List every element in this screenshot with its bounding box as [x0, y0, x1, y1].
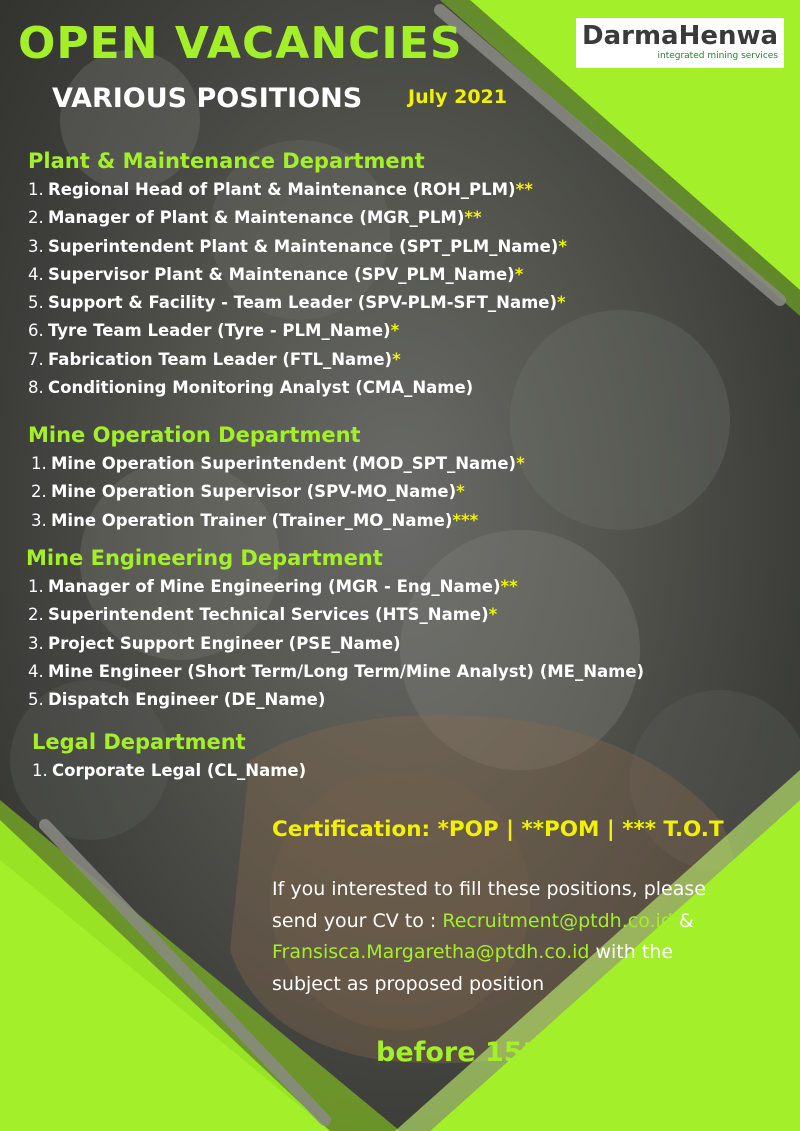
page-title: OPEN VACANCIES — [18, 18, 463, 69]
position-item — [28, 204, 567, 232]
position-item — [28, 573, 644, 601]
position-number: 1. — [28, 180, 44, 199]
certification-mark: ** — [515, 180, 533, 199]
position-number: 3. — [31, 510, 47, 530]
position-item — [28, 261, 567, 289]
position-number: 7. — [28, 349, 44, 369]
position-title: Mine Operation Supervisor (SPV-MO_Name) — [51, 482, 457, 502]
position-number: 5. — [28, 293, 44, 313]
instructions-with-the: with the — [589, 941, 674, 963]
position-item — [28, 658, 644, 686]
position-title: Manager of Mine Engineering (MGR - Eng_Name) — [48, 577, 501, 596]
position-number: 3. — [28, 633, 44, 653]
position-item — [31, 507, 525, 535]
position-title: Fabrication Team Leader (FTL_Name) — [48, 349, 393, 369]
logo-name-part2: Henwa — [678, 21, 779, 51]
instructions-line-1: If you interested to fill these positions, please — [272, 878, 706, 900]
position-number: 4. — [28, 264, 44, 284]
department-plant-maintenance — [28, 148, 567, 402]
department-title: Plant & Maintenance Department — [28, 149, 425, 173]
recruitment-email-link[interactable]: Recruitment@ptdh.co.id — [442, 909, 673, 932]
company-logo — [576, 18, 784, 68]
position-number: 3. — [28, 236, 44, 256]
position-item — [28, 317, 567, 345]
position-number: 1. — [32, 761, 48, 780]
position-item — [28, 176, 567, 204]
position-list — [26, 573, 644, 714]
position-title: Mine Operation Trainer (Trainer_MO_Name) — [51, 510, 453, 530]
position-list — [28, 450, 525, 535]
instructions-line-2 — [272, 906, 772, 938]
department-title: Mine Engineering Department — [26, 546, 383, 570]
position-title: Tyre Team Leader (Tyre - PLM_Name) — [48, 321, 391, 341]
position-item — [28, 233, 567, 261]
position-title: Dispatch Engineer (DE_Name) — [48, 690, 326, 710]
logo-wordmark — [582, 21, 778, 51]
department-mine-operation — [28, 422, 525, 535]
position-title: Regional Head of Plant & Maintenance (ROH_PLM) — [48, 180, 516, 199]
position-item — [32, 757, 306, 785]
instructions-send-cv: send your CV to : — [272, 909, 443, 932]
position-number: 2. — [28, 208, 44, 228]
position-title: Superintendent Plant & Maintenance (SPT_PLM_Name) — [48, 236, 559, 256]
contact-email-link[interactable]: Fransisca.Margaretha@ptdh.co.id — [272, 941, 590, 963]
position-title: Project Support Engineer (PSE_Name) — [48, 633, 401, 653]
position-number: 5. — [28, 690, 44, 710]
certification-mark: * — [392, 349, 401, 369]
certification-mark: * — [390, 321, 400, 341]
position-title: Mine Operation Superintendent (MOD_SPT_Name) — [51, 454, 517, 473]
position-item — [28, 686, 644, 714]
position-number: 2. — [31, 482, 47, 502]
certification-mark: ** — [464, 208, 482, 228]
page-subtitle: VARIOUS POSITIONS — [52, 83, 363, 114]
department-title: Legal Department — [32, 730, 246, 754]
application-deadline: before 15th July 2021 — [376, 1037, 705, 1068]
position-number: 4. — [28, 661, 44, 681]
position-item — [28, 289, 567, 317]
certification-mark: * — [488, 605, 498, 625]
certification-legend: Certification: *POP | **POM | *** T.O.T — [272, 817, 724, 842]
certification-mark: * — [456, 482, 465, 502]
posting-date: July 2021 — [408, 86, 507, 108]
position-number: 2. — [28, 605, 44, 625]
instructions-ampersand: & — [672, 909, 694, 932]
position-title: Conditioning Monitoring Analyst (CMA_Name) — [48, 378, 474, 398]
position-number: 1. — [31, 454, 47, 473]
position-item — [28, 601, 644, 629]
logo-tagline: integrated mining services — [657, 51, 778, 61]
department-title: Mine Operation Department — [28, 423, 361, 447]
instructions-line-4: subject as proposed position — [272, 972, 545, 995]
position-item — [31, 478, 525, 506]
position-title: Superintendent Technical Services (HTS_Name) — [48, 605, 489, 625]
position-item — [28, 346, 567, 374]
certification-mark: ** — [500, 577, 518, 596]
certification-mark: * — [558, 236, 567, 256]
application-instructions — [272, 874, 772, 1000]
department-mine-engineering — [26, 545, 644, 714]
position-number: 6. — [28, 321, 44, 341]
certification-mark: * — [514, 264, 524, 284]
position-number: 8. — [28, 378, 44, 398]
position-title: Manager of Plant & Maintenance (MGR_PLM) — [48, 208, 465, 228]
position-number: 1. — [28, 577, 44, 596]
position-list — [32, 757, 306, 785]
position-list — [28, 176, 567, 402]
logo-name-part1: Darma — [582, 21, 679, 51]
position-item — [28, 630, 644, 658]
certification-mark: *** — [452, 510, 479, 530]
position-title: Support & Facility - Team Leader (SPV-PLM-SFT_Name) — [48, 293, 558, 313]
department-legal — [32, 729, 306, 785]
position-item — [31, 450, 525, 478]
position-title: Corporate Legal (CL_Name) — [52, 761, 307, 780]
certification-mark: * — [557, 293, 566, 313]
instructions-line-3 — [272, 937, 772, 969]
certification-mark: * — [516, 454, 525, 473]
position-item — [28, 374, 567, 402]
position-title: Mine Engineer (Short Term/Long Term/Mine Analyst) (ME_Name) — [48, 661, 645, 681]
position-title: Supervisor Plant & Maintenance (SPV_PLM_Name) — [48, 264, 515, 284]
